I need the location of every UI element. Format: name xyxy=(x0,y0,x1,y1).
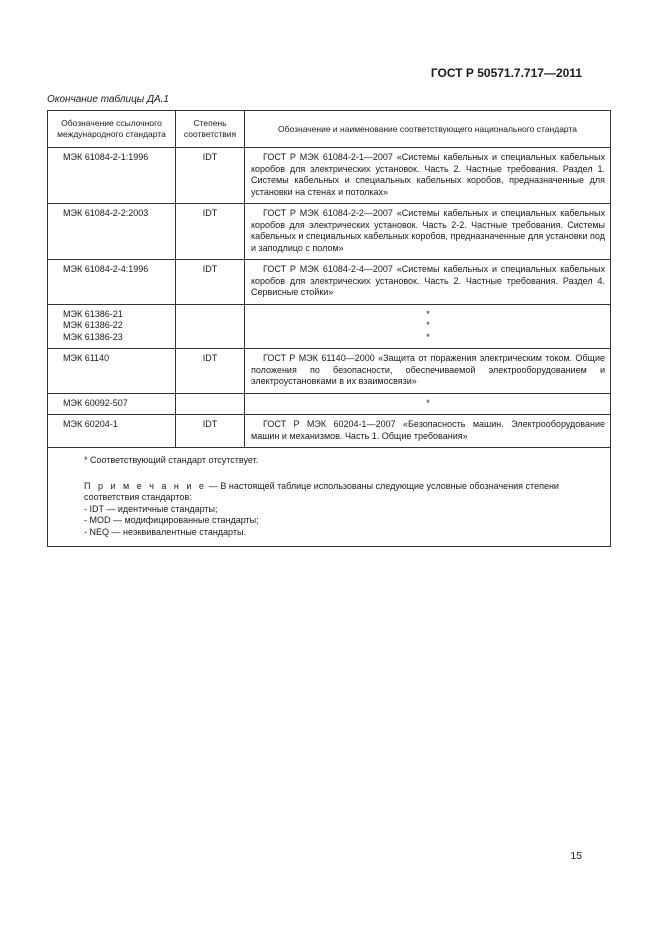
table-row xyxy=(48,349,611,394)
reference-standard: МЭК 61084-2-2:2003 xyxy=(63,208,149,218)
national-standard-text: ГОСТ Р МЭК 61140—2000 «Защита от поражения электрическим током. Общие положения по безопасности, обеспечиваемой электрооборудованием и электроустановками в их взаимосвязи» xyxy=(251,353,605,386)
national-standard-cell xyxy=(245,349,611,394)
table-row xyxy=(48,204,611,260)
reference-standard-cell xyxy=(48,393,176,415)
national-standard-cell xyxy=(245,148,611,204)
national-standard-cell xyxy=(245,304,611,349)
national-standard-cell xyxy=(245,415,611,448)
national-standard-text: ГОСТ Р МЭК 61084-2-4—2007 «Системы кабельных и специальных кабельных коробов для электрических установок. Часть 2. Частные требования. Раздел 4. Сервисные стойки» xyxy=(251,264,605,297)
reference-standard-cell xyxy=(48,415,176,448)
table-caption: Окончание таблицы ДА.1 xyxy=(47,94,169,105)
degree-cell xyxy=(176,304,245,349)
reference-standard: МЭК 61386-22 xyxy=(63,320,123,330)
note-item-idt: - IDT — идентичные стандарты; xyxy=(84,503,218,514)
national-standard-text: ГОСТ Р МЭК 61084-2-1—2007 «Системы кабельных и специальных кабельных коробов для электрических установок. Часть 2. Частные требования. Раздел 1. Системы кабельных и специальных кабельных коробов, предназначенные для установки на стенах и потолках» xyxy=(251,152,605,197)
degree-cell: IDT xyxy=(176,349,245,394)
reference-standard-cell xyxy=(48,304,176,349)
reference-standard: МЭК 61140 xyxy=(63,353,110,363)
degree-cell: IDT xyxy=(176,415,245,448)
note-item-mod: - MOD — модифицированные стандарты; xyxy=(84,515,259,525)
degree-cell xyxy=(176,393,245,415)
degree-cell: IDT xyxy=(176,260,245,305)
degree-cell: IDT xyxy=(176,148,245,204)
note-item-neq: - NEQ — неэквивалентные стандарты. xyxy=(84,526,246,537)
table-row xyxy=(48,304,611,349)
note-text: — В настоящей таблице использованы следующие условные обозначения степени соответствия стандартов: xyxy=(84,480,559,502)
table-row xyxy=(48,148,611,204)
reference-standard: МЭК 61084-2-1:1996 xyxy=(63,152,149,162)
national-standard-text: * xyxy=(426,320,430,330)
national-standard-cell xyxy=(245,260,611,305)
national-standard-text: ГОСТ Р МЭК 61084-2-2—2007 «Системы кабельных и специальных кабельных коробов для электрических установок. Часть 2-2. Частные требования. Системы кабельных и специальных кабельных коробов, предназначенные для установки под и заподлицо с полом» xyxy=(251,208,605,253)
table-row xyxy=(48,260,611,305)
footnote: * Соответствующий стандарт отсутствует. xyxy=(84,455,259,465)
note-paragraph xyxy=(84,481,604,504)
document-code: ГОСТ Р 50571.7.717—2011 xyxy=(430,66,582,80)
national-standard-text: * xyxy=(426,331,430,342)
degree-cell: IDT xyxy=(176,204,245,260)
national-standard-cell xyxy=(245,204,611,260)
table-row xyxy=(48,393,611,415)
reference-standard-cell xyxy=(48,260,176,305)
column-header-national: Обозначение и наименование соответствующего национального стандарта xyxy=(245,111,611,148)
table-row xyxy=(48,415,611,448)
standards-table xyxy=(47,110,611,547)
reference-standard: МЭК 60092-507 xyxy=(63,397,128,408)
reference-standard: МЭК 61386-21 xyxy=(63,308,123,319)
column-header-reference: Обозначение ссылочного международного стандарта xyxy=(48,111,176,148)
national-standard-text: ГОСТ Р МЭК 60204-1—2007 «Безопасность машин. Электрооборудование машин и механизмов. Часть 1. Общие требования» xyxy=(251,419,605,441)
notes-row xyxy=(48,448,611,547)
page-number: 15 xyxy=(570,850,582,862)
national-standard-cell xyxy=(245,393,611,415)
national-standard-text: * xyxy=(426,308,430,319)
reference-standard-cell xyxy=(48,204,176,260)
notes-cell xyxy=(48,448,611,547)
national-standard-text: * xyxy=(426,397,430,408)
reference-standard: МЭК 61386-23 xyxy=(63,331,123,342)
table-body xyxy=(48,148,611,448)
column-header-degree: Степень соответствия xyxy=(176,111,245,148)
note-label: П р и м е ч а н и е xyxy=(84,480,207,491)
reference-standard: МЭК 61084-2-4:1996 xyxy=(63,264,149,274)
reference-standard-cell xyxy=(48,148,176,204)
reference-standard: МЭК 60204-1 xyxy=(63,419,118,429)
table-header-row xyxy=(48,111,611,148)
reference-standard-cell xyxy=(48,349,176,394)
